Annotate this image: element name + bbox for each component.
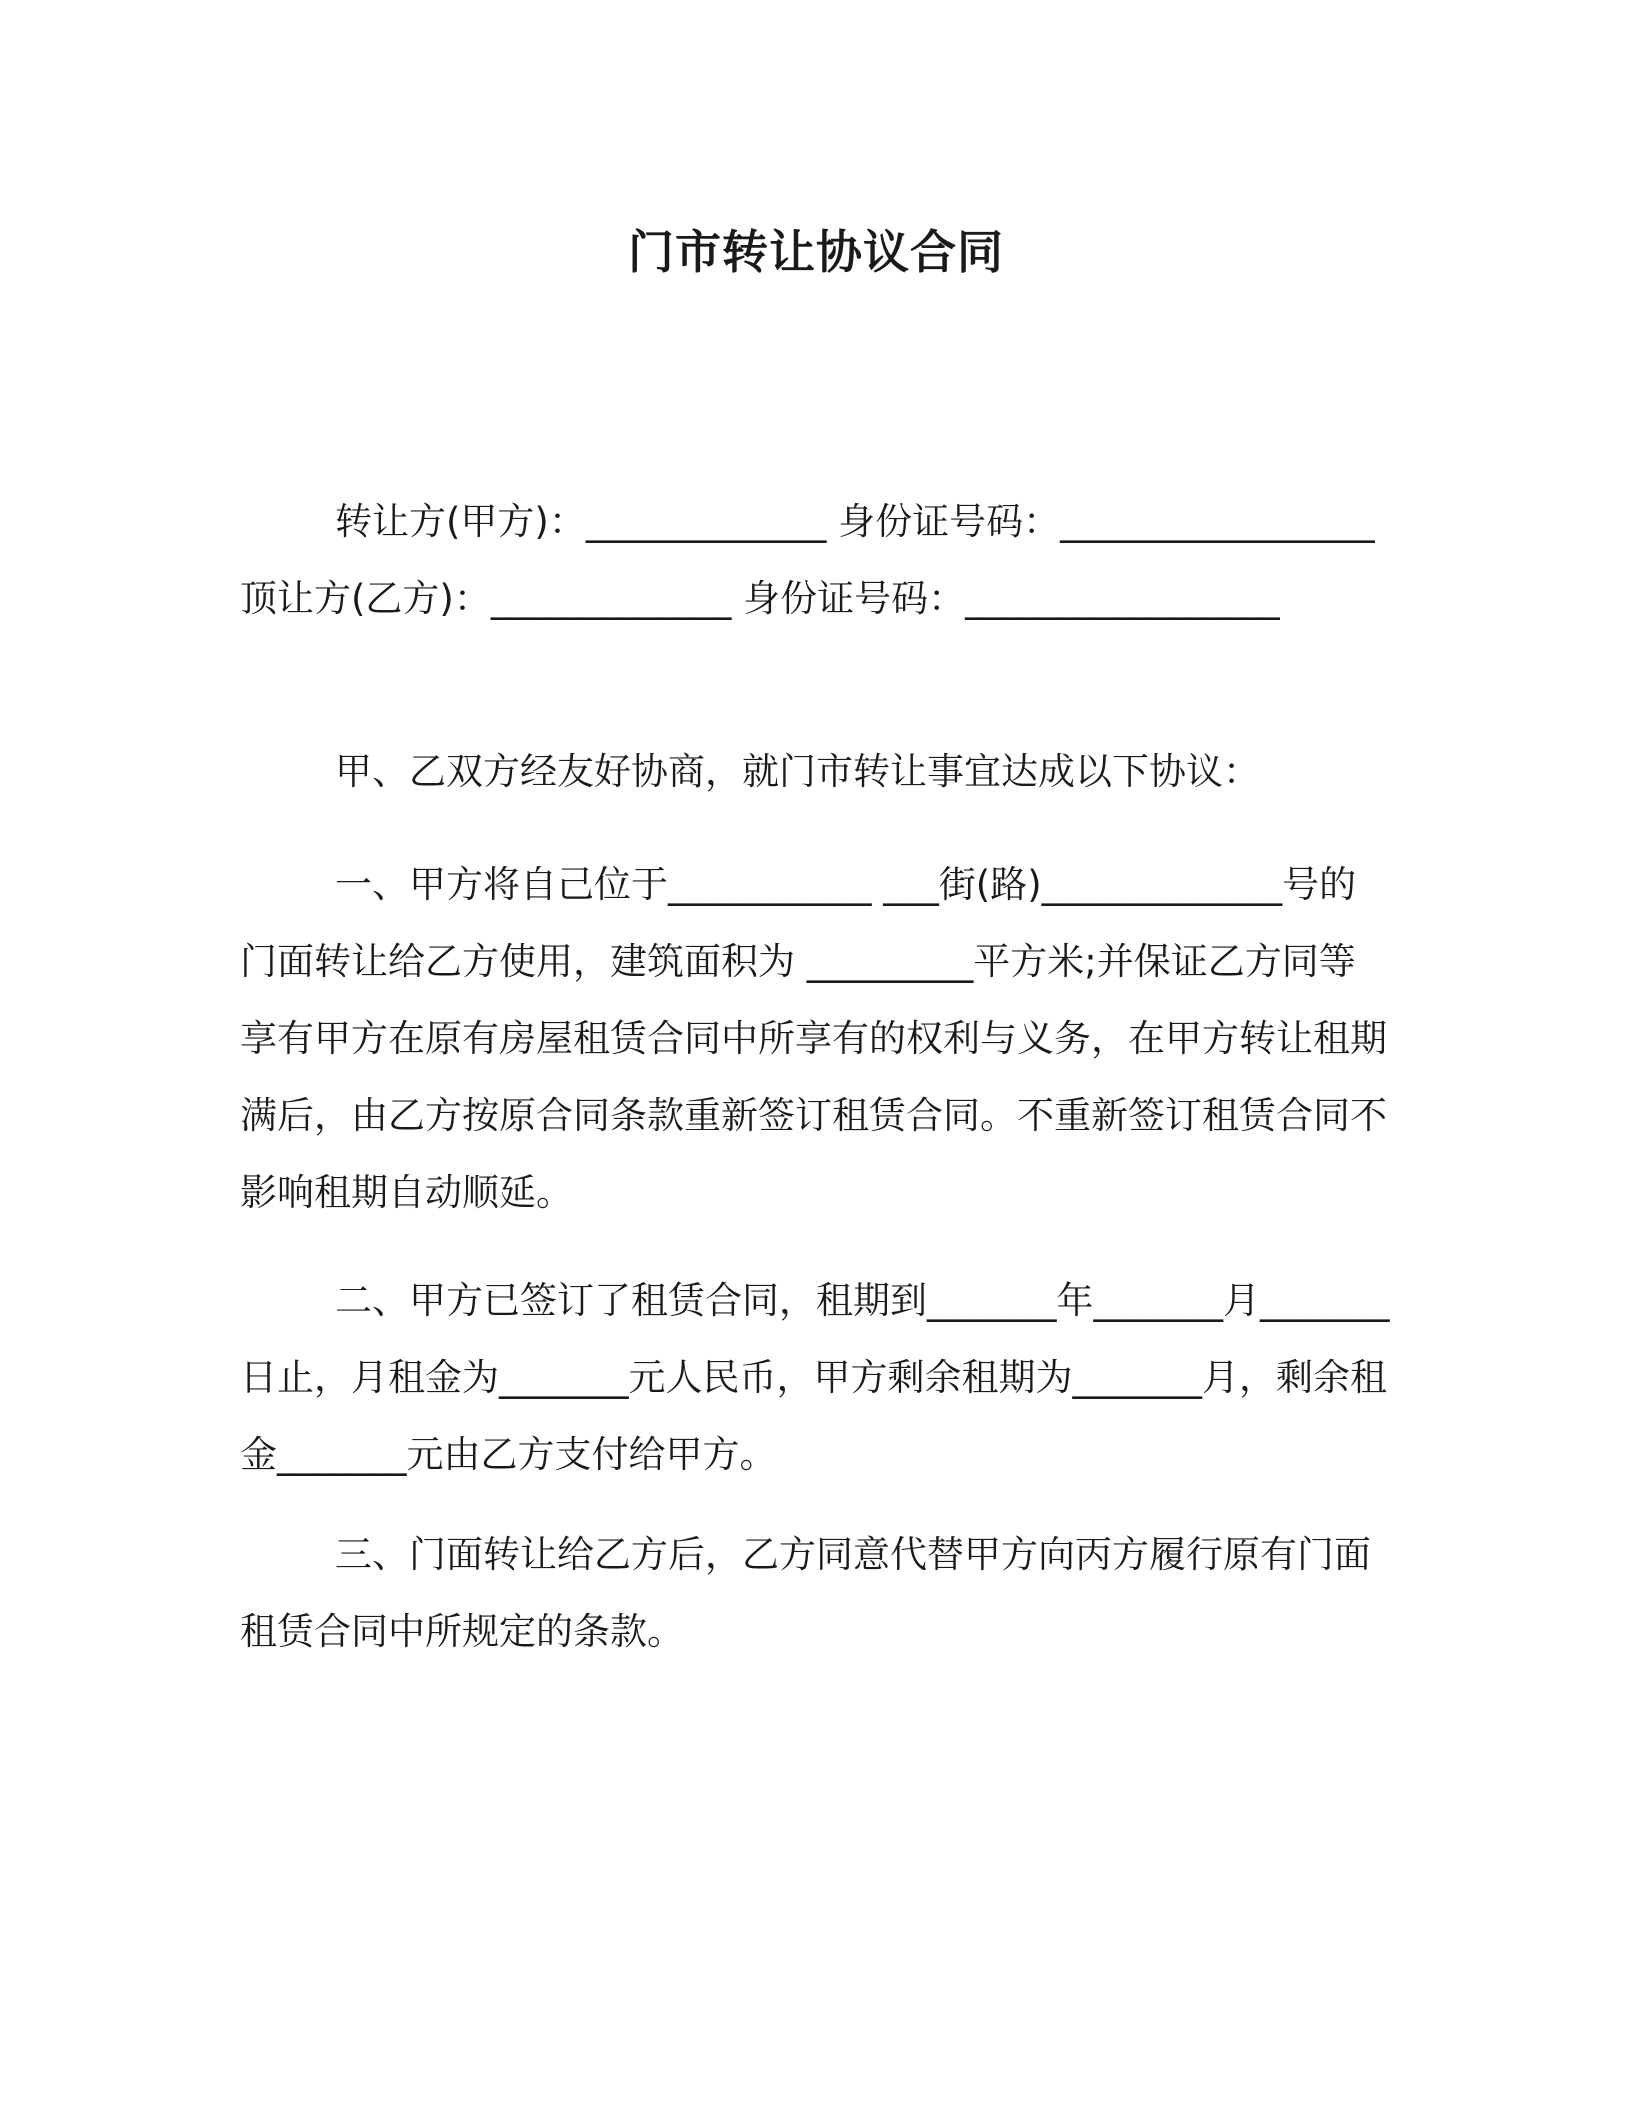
clause-two-year-blank: _______ (927, 1279, 1057, 1322)
clause-two-rent-blank: _______ (499, 1356, 629, 1399)
clause-two-text-3: 月 (1223, 1279, 1260, 1322)
clause-two-text-1: 二、甲方已签订了租赁合同，租期到 (335, 1279, 927, 1322)
clause-one-area-blank: _________ (806, 940, 974, 983)
intro-paragraph: 甲、乙双方经友好协商，就门市转让事宜达成以下协议： (335, 750, 1260, 793)
transferee-id-label: 身份证号码： (731, 577, 966, 620)
clause-two-day-blank: _______ (1260, 1279, 1390, 1322)
transferor-name-blank: _____________ (585, 500, 827, 543)
transferor-id-blank: _________________ (1060, 500, 1375, 543)
clause-three-paragraph: 三、门面转让给乙方后，乙方同意代替甲方向丙方履行原有门面租赁合同中所规定的条款。 (240, 1533, 1371, 1653)
clause-one-text-4: 平方米;并保证乙方同等享有甲方在原有房屋租赁合同中所享有的权利与义务，在甲方转让租期满后，由乙方按原合同条款重新签订租赁合同。不重新签订租赁合同不影响租期自动顺延。 (240, 940, 1387, 1214)
clause-one-location-blank: ___________ ___ (668, 863, 939, 906)
clause-two-remaining-rent-blank: _______ (277, 1433, 407, 1476)
clause-one-text-1: 一、甲方将自己位于 (335, 863, 668, 906)
clause-one-number-blank: _____________ (1041, 863, 1283, 906)
transferee-label: 顶让方(乙方)： (240, 577, 491, 620)
document-title: 门市转让协议合同 (628, 225, 1004, 279)
transferee-name-blank: _____________ (490, 577, 732, 620)
clause-one-text-2: 街(路) (938, 863, 1042, 906)
clause-two-text-7: 元由乙方支付给甲方。 (406, 1433, 777, 1476)
clause-two-remaining-term-blank: _______ (1072, 1356, 1202, 1399)
clause-two-text-4: 日止，月租金为 (240, 1356, 499, 1399)
clause-one-text-3: 号的门面转让给乙方使用，建筑面积为 (240, 863, 1357, 983)
transferor-label: 转让方(甲方)： (335, 500, 586, 543)
clause-two-paragraph (240, 1262, 1390, 1493)
transferee-id-blank: _________________ (965, 577, 1280, 620)
clause-two-text-5: 元人民币，甲方剩余租期为 (628, 1356, 1073, 1399)
transferor-id-label: 身份证号码： (826, 500, 1061, 543)
clause-two-text-2: 年 (1056, 1279, 1094, 1322)
clause-two-month-blank: _______ (1093, 1279, 1223, 1322)
clause-two-text-6: 月，剩余租金 (240, 1356, 1387, 1476)
clause-one-paragraph (240, 846, 1390, 1231)
parties-paragraph (240, 483, 1390, 637)
